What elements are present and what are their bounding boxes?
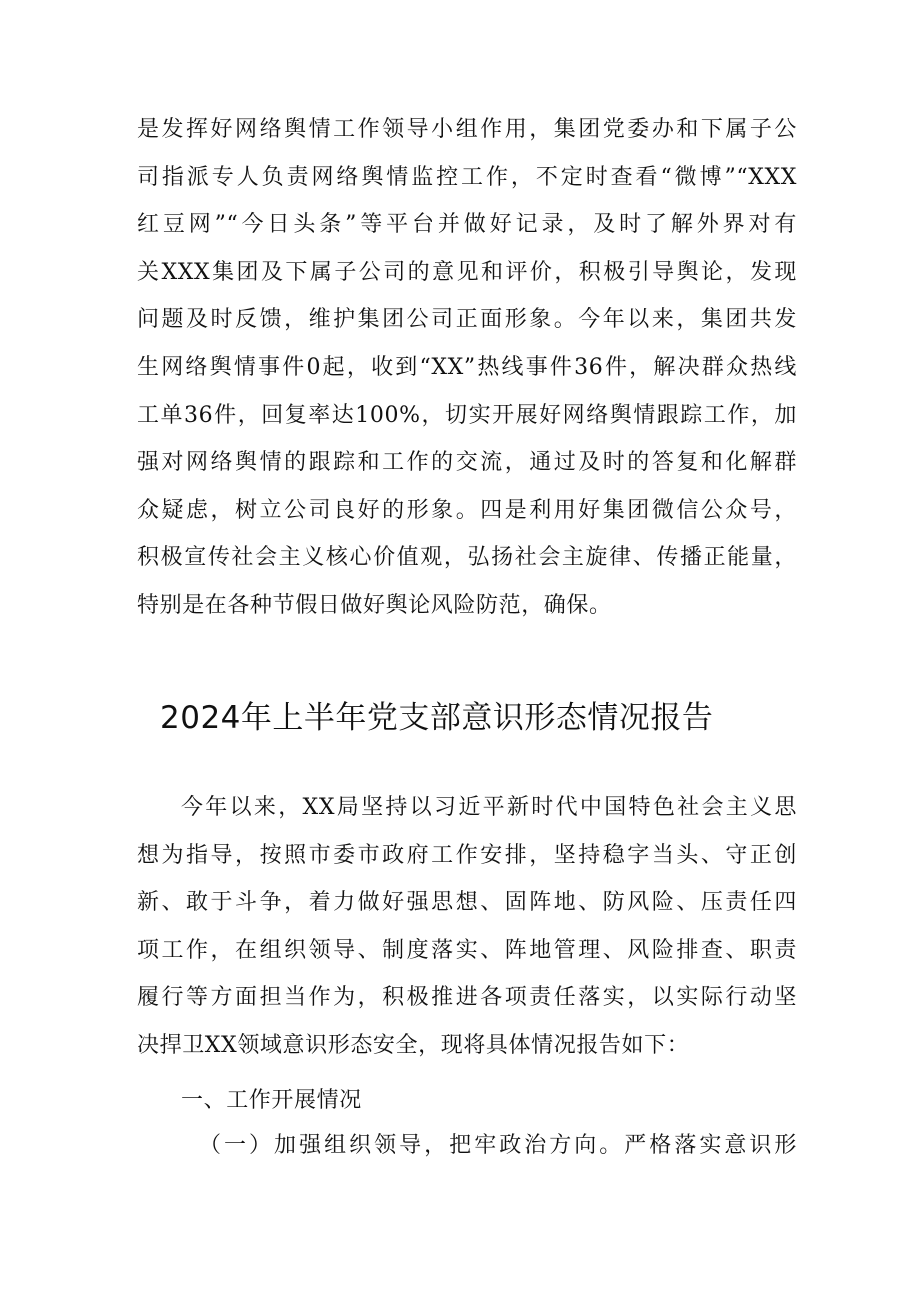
text-line: 特别是在各种节假日做好舆论风险防范，确保。 [137, 592, 612, 618]
text-line: 司指派专人负责网络舆情监控工作，不定时查看“微博”“XXX [137, 164, 797, 190]
subsection-paragraph [199, 1122, 797, 1170]
paragraph-introduction [137, 784, 797, 1070]
text-line: 积极宣传社会主义核心价值观，弘扬社会主旋律、传播正能量， [137, 545, 797, 571]
text-line: 众疑虑，树立公司良好的形象。四是利用好集团微信公众号， [137, 497, 797, 523]
text-line: 强对网络舆情的跟踪和工作的交流，通过及时的答复和化解群 [137, 450, 797, 476]
text-line: 问题及时反馈，维护集团公司正面形象。今年以来，集团共发 [137, 307, 797, 333]
text-line: （一）加强组织领导，把牢政治方向。严格落实意识形 [199, 1133, 797, 1158]
text-line: 红豆网”“今日头条”等平台并做好记录，及时了解外界对有 [137, 212, 797, 238]
text-line: 想为指导，按照市委市政府工作安排，坚持稳字当头、守正创 [137, 842, 797, 868]
text-line: 今年以来，XX局坚持以习近平新时代中国特色社会主义思 [181, 795, 797, 820]
section-heading: 一、工作开展情况 [181, 1088, 362, 1113]
text-line: 是发挥好网络舆情工作领导小组作用，集团党委办和下属子公 [137, 117, 797, 142]
text-line: 履行等方面担当作为，积极推进各项责任落实，以实际行动坚 [137, 985, 797, 1011]
paragraph-public-opinion [137, 106, 797, 630]
text-line: 项工作，在组织领导、制度落实、阵地管理、风险排查、职责 [137, 937, 797, 963]
text-line: 工单36件，回复率达100%，切实开展好网络舆情跟踪工作，加 [137, 402, 797, 428]
text-line: 关XXX集团及下属子公司的意见和评价，积极引导舆论，发现 [137, 259, 797, 285]
text-line: 决捍卫XX领域意识形态安全，现将具体情况报告如下： [137, 1032, 690, 1058]
text-line: 生网络舆情事件0起，收到“XX”热线事件36件，解决群众热线 [137, 354, 797, 380]
report-title: 2024年上半年党支部意识形态情况报告 [160, 700, 714, 736]
text-line: 新、敢于斗争，着力做好强思想、固阵地、防风险、压责任四 [137, 890, 797, 916]
